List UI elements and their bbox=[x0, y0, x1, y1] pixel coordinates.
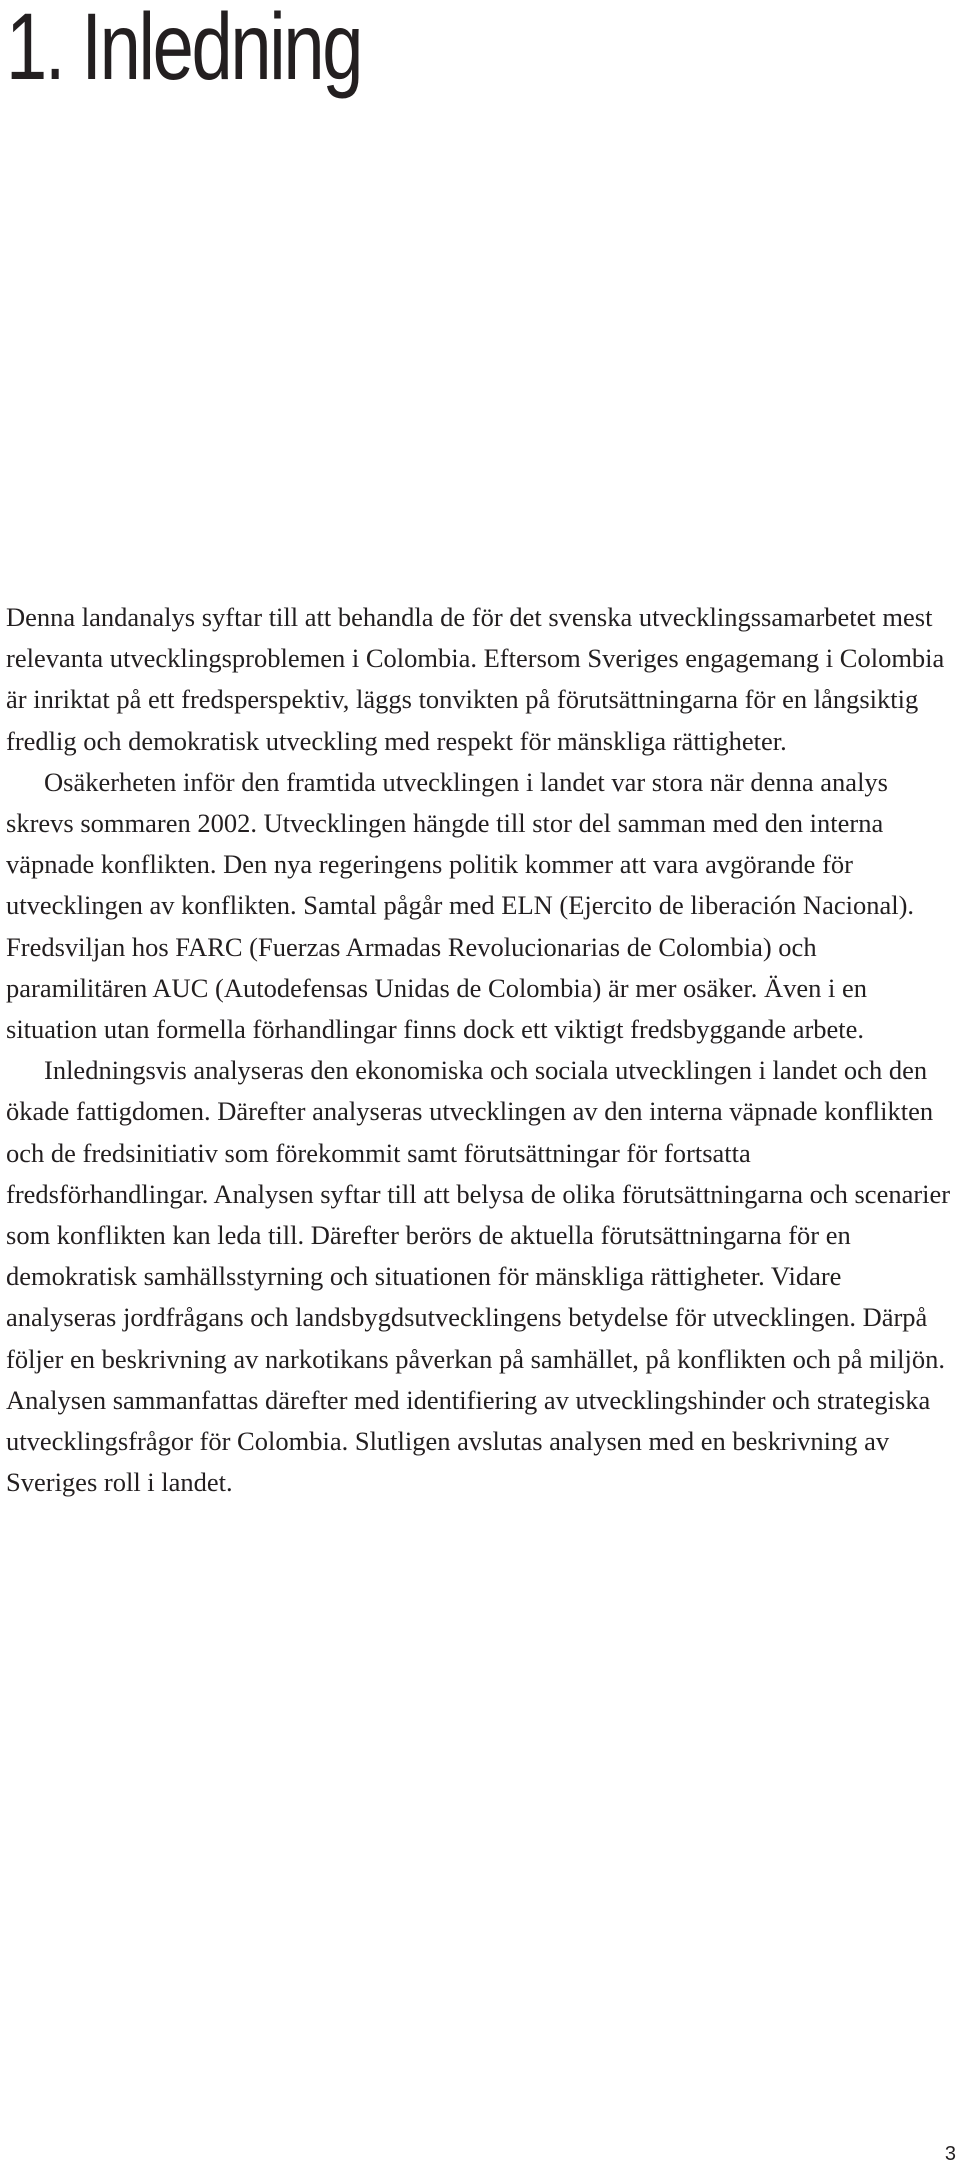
chapter-heading: 1. Inledning bbox=[6, 0, 362, 100]
paragraph-outline: Inledningsvis analyseras den ekonomiska och sociala utvecklingen i landet och den ökade fattigdomen. Därefter analyseras utvecklingen av den interna väpnade konflikten och de fredsinitiativ som förekommit samt förutsättningar för fortsatta fredsförhandlingar. Analysen syftar till att belysa de olika förutsättningarna och scenarier som konflikten kan leda till. Därefter berörs de aktuella förutsättningarna för en demokratisk samhällsstyrning och situationen för mänskliga rättigheter. Vidare analyseras jordfrågans och landsbygdsutvecklingens betydelse för utvecklingen. Därpå följer en beskrivning av narkotikans påverkan på samhället, på konflikten och på miljön. Analysen sammanfattas därefter med identifiering av utvecklingshinder och strategiska utvecklingsfrågor för Colombia. Slutligen avslutas analysen med en beskrivning av Sveriges roll i landet. bbox=[6, 1055, 951, 1498]
paragraph-uncertainty: Osäkerheten inför den framtida utvecklingen i landet var stora när denna analys skrevs sommaren 2002. Utvecklingen hängde till stor del samman med den interna väpnade konflikten. Den nya regeringens politik kommer att vara avgörande för utvecklingen av konflikten. Samtal pågår med ELN (Ejercito de liberación Nacional). Fredsviljan hos FARC (Fuerzas Armadas Revolucionarias de Colombia) och paramilitären AUC (Autodefensas Unidas de Colombia) är mer osäker. Även i en situation utan formella förhandlingar finns dock ett viktigt fredsbyggande arbete. bbox=[6, 766, 915, 1045]
page-number: 3 bbox=[944, 2143, 956, 2165]
body-text bbox=[6, 597, 956, 1503]
paragraph-intro: Denna landanalys syftar till att behandla de för det svenska utvecklingssamarbetet mest relevanta utvecklingsproblemen i Colombia. Eftersom Sveriges engagemang i Colombia är inriktat på ett fredsperspektiv, läggs tonvikten på förutsättningarna för en långsiktig fredlig och demokratisk utveckling med respekt för mänskliga rättigheter. bbox=[6, 602, 945, 756]
